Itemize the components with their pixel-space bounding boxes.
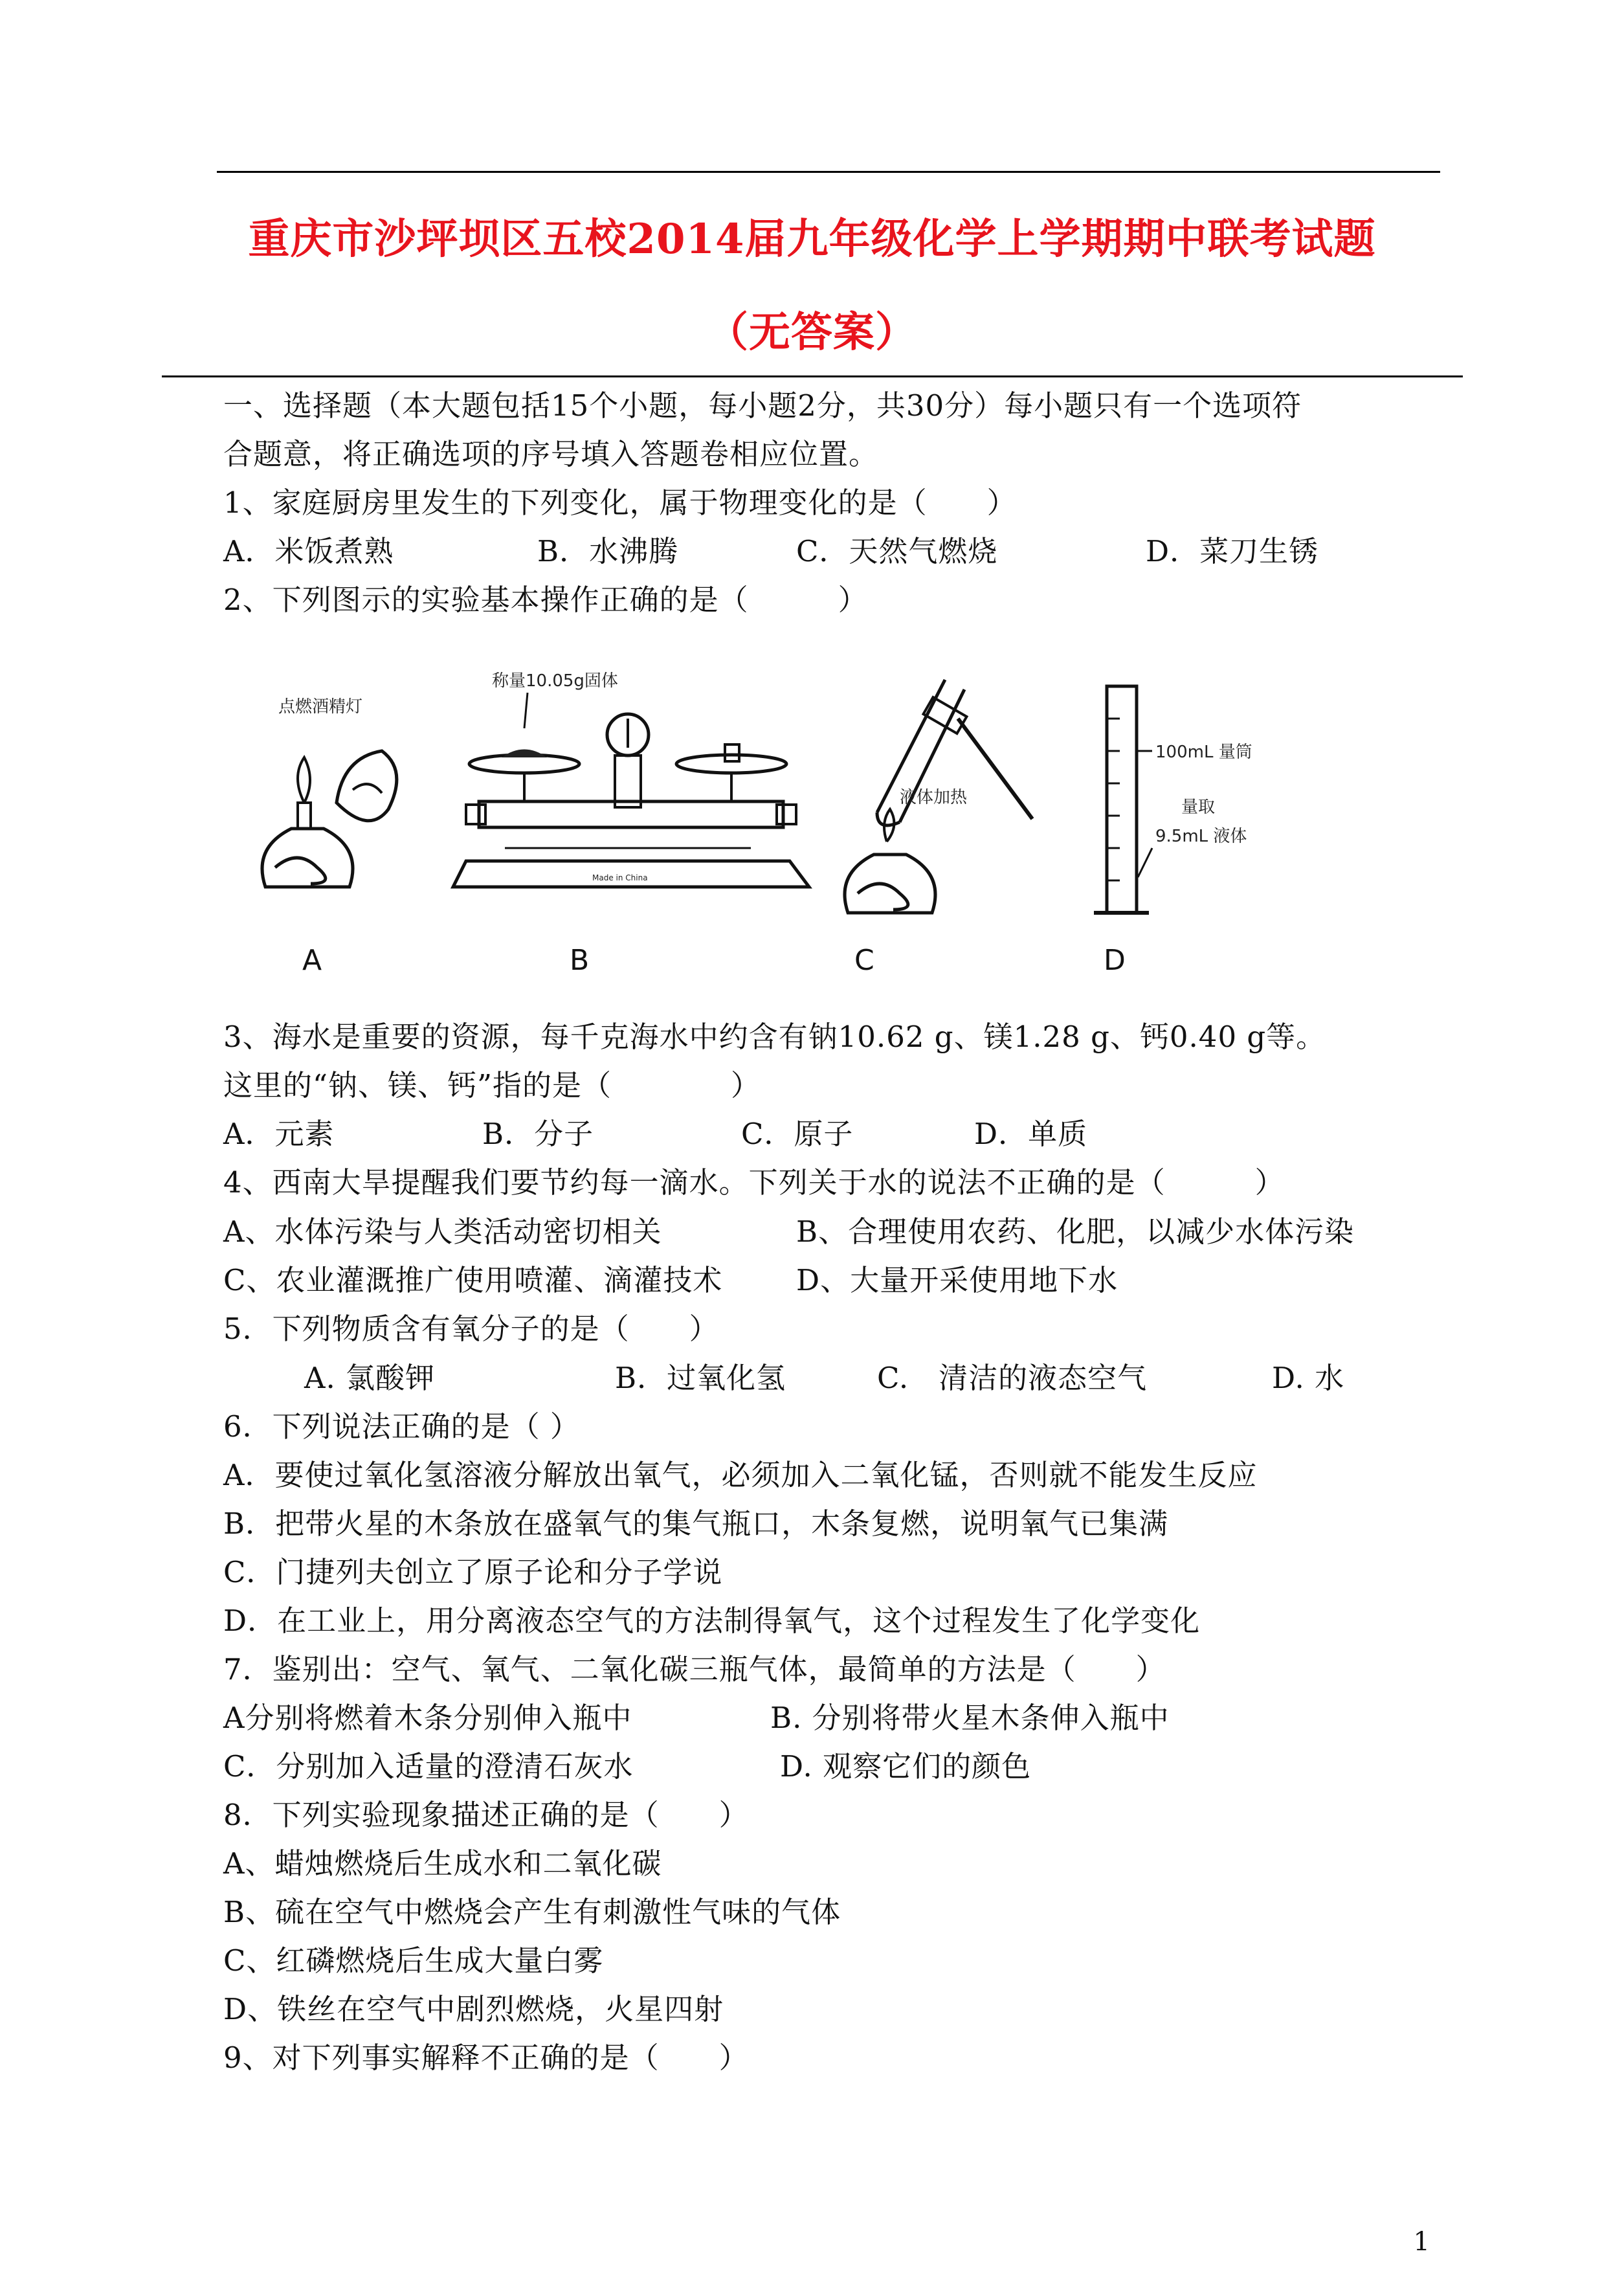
- figure-label-c: C: [854, 944, 874, 977]
- q4-stem: 4、西南大旱提醒我们要节约每一滴水。下列关于水的说法不正确的是（ ）: [223, 1165, 1285, 1200]
- q3-option-a: A．元素: [223, 1117, 335, 1151]
- q7-stem: 7．鉴别出：空气、氧气、二氧化碳三瓶气体，最简单的方法是（ ）: [223, 1652, 1166, 1686]
- q3-option-c: C．原子: [741, 1117, 854, 1151]
- q8-option-d: D、铁丝在空气中剧烈燃烧，火星四射: [223, 1992, 724, 2026]
- header-bottom-rule: [162, 375, 1463, 377]
- figure-a-caption: 点燃酒精灯: [278, 697, 363, 717]
- q6-option-d: D．在工业上，用分离液态空气的方法制得氧气，这个过程发生了化学变化: [223, 1604, 1201, 1638]
- q7-option-d: D. 观察它们的颜色: [780, 1749, 1032, 1784]
- figure-b-made-in-china: Made in China: [592, 873, 648, 882]
- q4-option-b: B、合理使用农药、化肥，以减少水体污染: [796, 1214, 1355, 1249]
- header-top-rule: [217, 171, 1440, 173]
- q8-option-b: B、硫在空气中燃烧会产生有刺激性气味的气体: [223, 1895, 841, 1929]
- figure-c-test-tube-heating: [845, 680, 1032, 913]
- q6-stem: 6．下列说法正确的是（ ）: [223, 1409, 580, 1444]
- figure-d-caption-1: 100mL 量筒: [1155, 743, 1252, 762]
- q1-option-c: C．天然气燃烧: [796, 534, 998, 568]
- q7-option-c: C．分别加入适量的澄清石灰水: [223, 1749, 634, 1784]
- q5-option-b: B．过氧化氢: [615, 1361, 786, 1395]
- q6-option-a: A．要使过氧化氢溶液分解放出氧气，必须加入二氧化锰，否则就不能发生反应: [223, 1458, 1258, 1492]
- section-intro-line1: 一、选择题（本大题包括15个小题，每小题2分，共30分）每小题只有一个选项符: [223, 388, 1302, 423]
- q1-option-a: A．米饭煮熟: [223, 534, 394, 568]
- figure-label-d: D: [1104, 944, 1126, 977]
- q7-option-b: B. 分别将带火星木条伸入瓶中: [770, 1701, 1170, 1735]
- q3-stem-1: 3、海水是重要的资源，每千克海水中约含有钠10.62 g、镁1.28 g、钙0.40 g等。: [223, 1020, 1326, 1054]
- page-subtitle: （无答案）: [707, 308, 917, 357]
- q1-option-d: D．菜刀生锈: [1146, 534, 1319, 568]
- q2-stem: 2、下列图示的实验基本操作正确的是（ ）: [223, 583, 868, 617]
- figure-d-caption-3: 9.5mL 液体: [1155, 827, 1247, 846]
- q9-stem: 9、对下列事实解释不正确的是（ ）: [223, 2041, 749, 2075]
- q4-option-d: D、大量开采使用地下水: [796, 1263, 1118, 1297]
- figure-label-b: B: [570, 944, 590, 977]
- figure-c-caption: 液体加热: [900, 788, 968, 807]
- figure-b-balance: [453, 671, 809, 887]
- q4-option-c: C、农业灌溉推广使用喷灌、滴灌技术: [223, 1263, 723, 1297]
- figure-b-caption: 称量10.05g固体: [492, 671, 618, 691]
- q8-option-c: C、红磷燃烧后生成大量白雾: [223, 1943, 604, 1978]
- page-title: 重庆市沙坪坝区五校2014届九年级化学上学期期中联考试题: [248, 215, 1376, 263]
- q5-option-a: A. 氯酸钾: [304, 1361, 436, 1395]
- figure-d-graduated-cylinder: [1094, 686, 1252, 913]
- figure-d-caption-2: 量取: [1181, 798, 1216, 817]
- q8-stem: 8．下列实验现象描述正确的是（ ）: [223, 1798, 749, 1832]
- q5-option-c: C. 清洁的液态空气: [877, 1361, 1148, 1395]
- q1-stem: 1、家庭厨房里发生的下列变化，属于物理变化的是（ ）: [223, 486, 1017, 520]
- q5-stem: 5．下列物质含有氧分子的是（ ）: [223, 1312, 719, 1346]
- page-number: 1: [1413, 2227, 1430, 2257]
- q3-stem-2: 这里的“钠、镁、钙”指的是（ ）: [223, 1068, 761, 1102]
- q3-option-d: D．单质: [974, 1117, 1088, 1151]
- figure-label-a: A: [302, 944, 322, 977]
- q6-option-b: B．把带火星的木条放在盛氧气的集气瓶口，木条复燃，说明氧气已集满: [223, 1506, 1169, 1541]
- q8-option-a: A、蜡烛燃烧后生成水和二氧化碳: [223, 1846, 662, 1881]
- q5-option-d: D. 水: [1272, 1361, 1345, 1395]
- q7-option-a: A分别将燃着木条分别伸入瓶中: [223, 1701, 632, 1735]
- figure-a-alcohol-lamps: [262, 697, 397, 887]
- q1-option-b: B．水沸腾: [537, 534, 679, 568]
- section-intro-line2: 合题意，将正确选项的序号填入答题卷相应位置。: [223, 437, 879, 471]
- q4-option-a: A、水体污染与人类活动密切相关: [223, 1214, 662, 1249]
- lab-operations-figure: [239, 654, 1288, 958]
- q3-option-b: B．分子: [482, 1117, 594, 1151]
- q6-option-c: C．门捷列夫创立了原子论和分子学说: [223, 1555, 723, 1589]
